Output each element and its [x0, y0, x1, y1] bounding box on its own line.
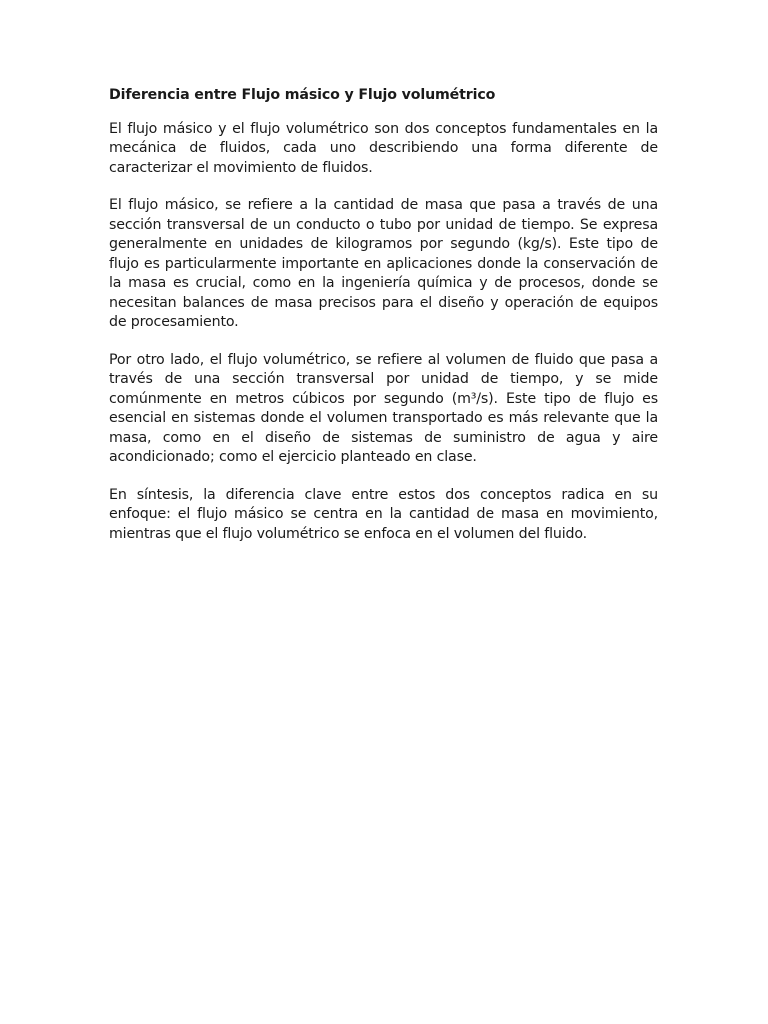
paragraph-synthesis: En síntesis, la diferencia clave entre estos dos conceptos radica en su enfoque: el flujo másico se centra en la cantidad de masa en movimiento, mientras que el flujo volumétrico se enfoca en el volumen del fluido. [109, 486, 658, 542]
document-body [109, 86, 658, 562]
paragraph-mass-flow: El flujo másico, se refiere a la cantidad de masa que pasa a través de una sección transversal de un conducto o tubo por unidad de tiempo. Se expresa generalmente en unidades de kilogramos por segundo (kg/s). Este tipo de flujo es particularmente importante en aplicaciones donde la conservación de la masa es crucial, como en la ingeniería química y de procesos, donde se necesitan balances de masa precisos para el diseño y operación de equipos de procesamiento. [109, 197, 658, 330]
paragraph-volumetric-flow: Por otro lado, el flujo volumétrico, se refiere al volumen de fluido que pasa a través de una sección transversal por unidad de tiempo, y se mide comúnmente en metros cúbicos por segundo (m³/s). Este tipo de flujo es esencial en sistemas donde el volumen transportado es más relevante que la masa, como en el diseño de sistemas de suministro de agua y aire acondicionado; como el ejercicio planteado en clase. [109, 351, 658, 465]
paragraph-intro: El flujo másico y el flujo volumétrico son dos conceptos fundamentales en la mecánica de fluidos, cada uno describiendo una forma diferente de caracterizar el movimiento de fluidos. [109, 120, 658, 176]
document-title: Diferencia entre Flujo másico y Flujo volumétrico [109, 87, 496, 103]
